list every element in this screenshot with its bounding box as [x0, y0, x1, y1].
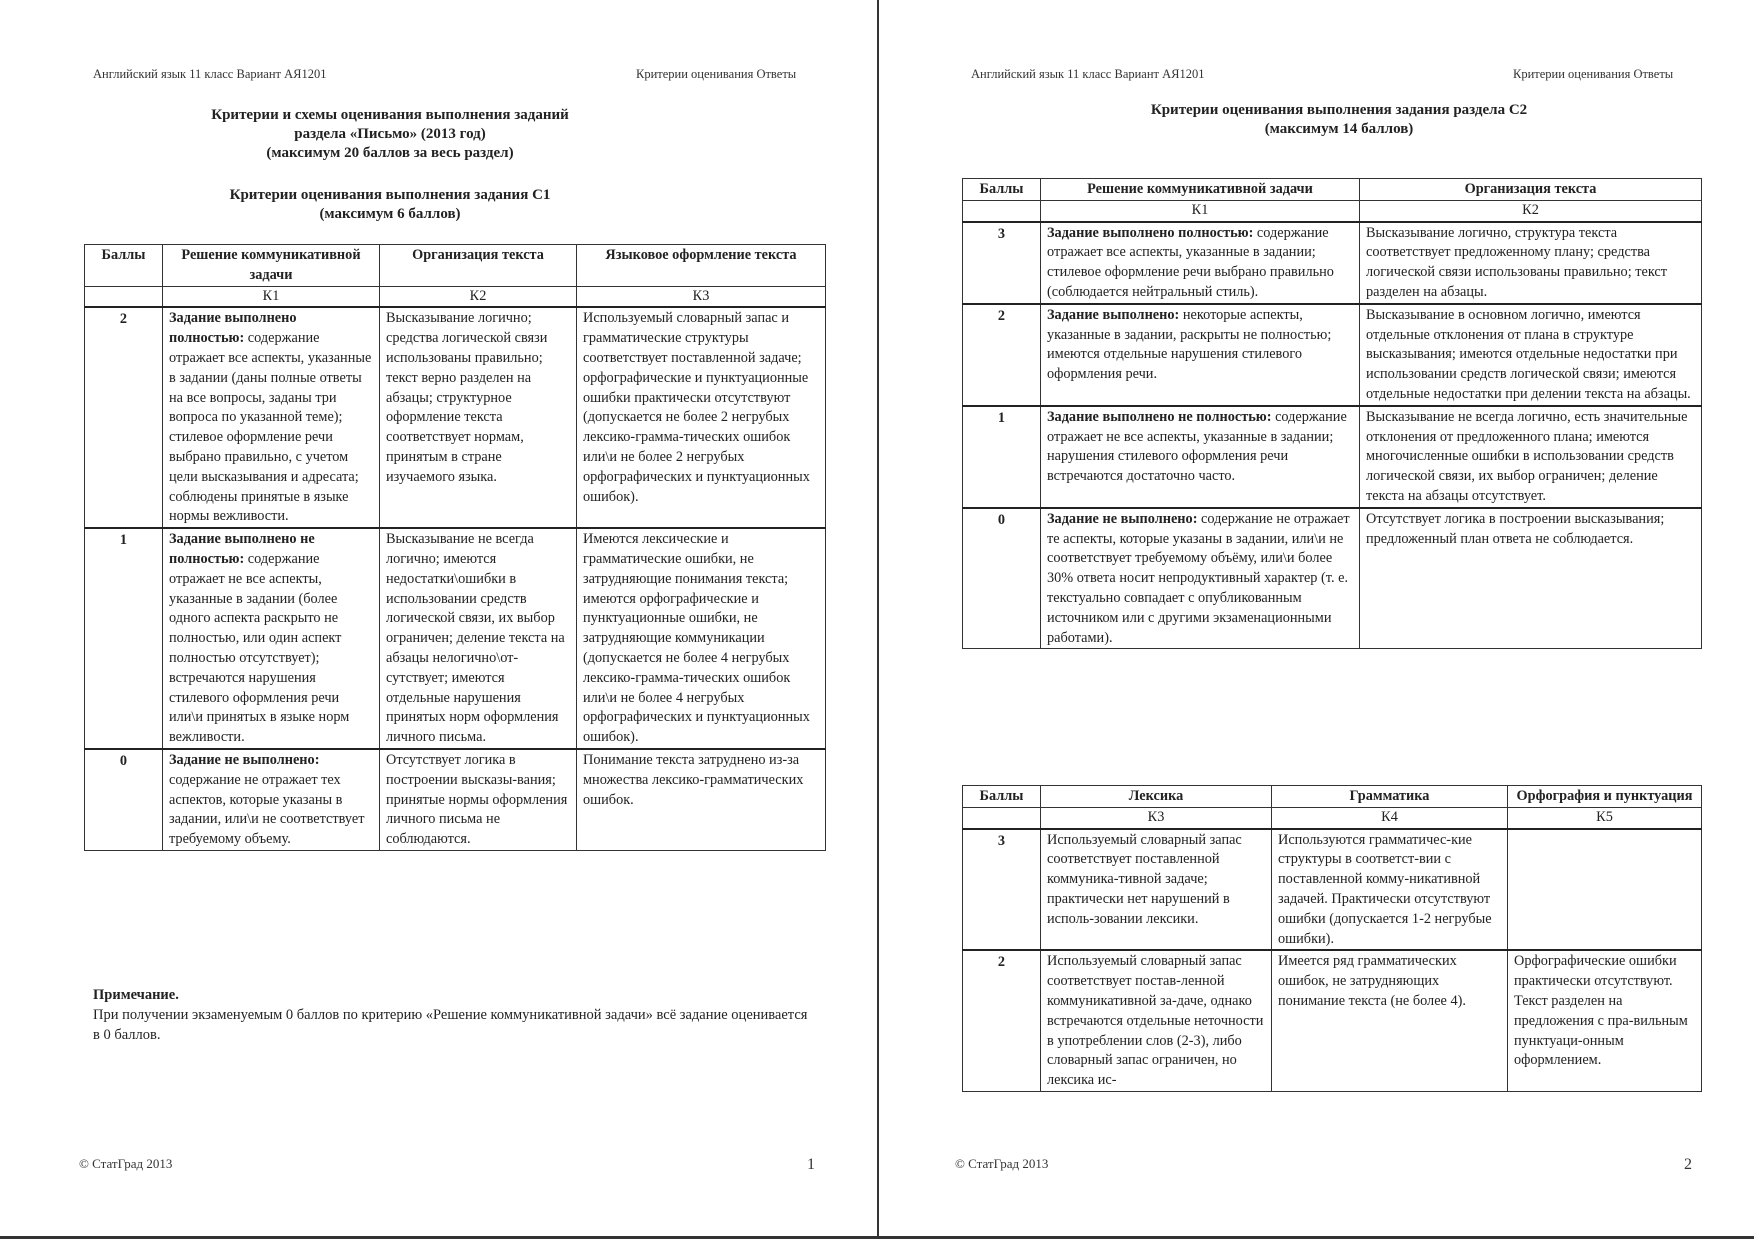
page-header-right: Критерии оценивания Ответы	[1513, 67, 1674, 81]
c1-criteria-table	[84, 244, 826, 851]
c2-criteria-table-1	[962, 178, 1702, 649]
k4-cell: Имеется ряд грамматических ошибок, не затрудняющих понимание текста (не более 4).	[1272, 950, 1508, 1091]
k2-cell: Отсутствует логика в построении высказы-вания; принятые нормы оформления личного письма не соблюдаются.	[380, 749, 577, 850]
col-header-k3: Языковое оформление текста	[577, 245, 826, 287]
k1-cell: Задание выполнено: некоторые аспекты, указанные в задании, раскрыты не полностью; имеются отдельные нарушения стилевого оформления речи.	[1041, 304, 1360, 406]
k2-cell: Высказывание не всегда логично; имеются недостатки\ошибки в использовании средств логической связи, их выбор ограничен; деление текста на абзацы нелогично\от-сутствует; имеются отдельные нарушения принятых норм оформления личного письма.	[380, 528, 577, 749]
score-cell: 1	[963, 406, 1041, 508]
col-header-k3: Лексика	[1041, 786, 1272, 808]
table-row	[85, 528, 826, 749]
k2-cell: Высказывание в основном логично, имеются отдельные отклонения от плана в структуре высказывания; имеются отдельные недостатки при использовании средств логической связи; имеются отдельные недостатки при делении текста на абзацы.	[1360, 304, 1702, 406]
k1-cell: Задание не выполнено: содержание не отражает те аспекты, которые указаны в задании, или\и не соответствует требуемому объёму, или\и более 30% ответа носит непродуктивный характер (т. е. текстуально совпадает с опубликованным источником или с другими экзаменационными работами).	[1041, 508, 1360, 649]
k3-cell: Понимание текста затруднено из-за множества лексико-грамматических ошибок.	[577, 749, 826, 850]
k2-cell: Высказывание логично; средства логической связи использованы правильно; текст верно разделен на абзацы; структурное оформление текста соответствует нормам, принятым в стране изучаемого языка.	[380, 307, 577, 528]
table-code-row	[963, 200, 1702, 221]
code-k3: К3	[577, 286, 826, 307]
score-cell: 3	[963, 829, 1041, 951]
score-cell: 3	[963, 222, 1041, 304]
k3-cell: Используемый словарный запас и грамматические структуры соответствует поставленной задаче; орфографические и пунктуационные ошибки практически отсутствуют (допускается не более 2 негрубых лексико-грамма-тических ошибок или\и не более 2 негрубых орфографических и пунктуационных ошибок).	[577, 307, 826, 528]
score-cell: 2	[963, 304, 1041, 406]
k3-cell: Используемый словарный запас соответствует поставленной коммуника-тивной задаче; практически нет нарушений в исполь-зовании лексики.	[1041, 829, 1272, 951]
table-header-row	[963, 179, 1702, 201]
score-cell: 0	[963, 508, 1041, 649]
k1-cell: Задание не выполнено: содержание не отражает тех аспектов, которые указаны в задании, или\и не соответствует требуемому объему.	[163, 749, 380, 850]
table-row	[85, 749, 826, 850]
sub-title: Критерии оценивания выполнения задания С1 (максимум 6 баллов)	[229, 187, 551, 222]
table-row	[963, 508, 1702, 649]
table-code-row	[85, 286, 826, 307]
k5-cell	[1508, 829, 1702, 951]
k2-cell: Высказывание логично, структура текста соответствует предложенному плану; средства логической связи использованы правильно; текст разделен на абзацы.	[1360, 222, 1702, 304]
score-cell: 2	[963, 950, 1041, 1091]
col-header-k1: Решение коммуникативной задачи	[1041, 179, 1360, 201]
code-k4: К4	[1272, 807, 1508, 828]
col-header-k1: Решение коммуникативной задачи	[163, 245, 380, 287]
page-header-left: Английский язык 11 класс Вариант АЯ1201	[971, 67, 1205, 81]
k3-cell: Имеются лексические и грамматические ошибки, не затрудняющие понимания текста; имеются орфографические и пунктуационные ошибки, не затрудняющие коммуникации (допускается не более 4 негрубых лексико-грамма-тических ошибок или\и не более 4 негрубых орфографических и пунктуационных ошибок).	[577, 528, 826, 749]
note-text: При получении экзаменуемым 0 баллов по критерию «Решение коммуникативной задачи» всё задание оценивается в 0 баллов.	[93, 1007, 808, 1043]
k1-cell: Задание выполнено полностью: содержание отражает все аспекты, указанные в задании; стилевое оформление речи выбрано правильно (соблюдается нейтральный стиль).	[1041, 222, 1360, 304]
table-header-row	[85, 245, 826, 287]
table-row	[963, 829, 1702, 951]
c2-criteria-table-2	[962, 785, 1702, 1092]
table-row	[963, 304, 1702, 406]
table-row	[963, 222, 1702, 304]
k4-cell: Используются грамматичес-кие структуры в соответст-вии с поставленной комму-никативной задачей. Практически отсутствуют ошибки (допускается 1-2 негрубые ошибки).	[1272, 829, 1508, 951]
table-header-row	[963, 786, 1702, 808]
col-header-k4: Грамматика	[1272, 786, 1508, 808]
page-header-right: Критерии оценивания Ответы	[636, 67, 797, 81]
k3-cell: Используемый словарный запас соответствует постав-ленной коммуникативной за-даче, однако встречаются отдельные неточности в употреблении слов (2-3), либо словарный запас ограничен, но лексика ис-	[1041, 950, 1272, 1091]
col-header-k2: Организация текста	[380, 245, 577, 287]
table-row	[963, 950, 1702, 1091]
page-number: 1	[807, 1156, 815, 1173]
k2-cell: Отсутствует логика в построении высказывания; предложенный план ответа не соблюдается.	[1360, 508, 1702, 649]
note	[93, 985, 813, 1045]
score-cell: 1	[85, 528, 163, 749]
code-k2: К2	[380, 286, 577, 307]
c2-title: Критерии оценивания выполнения задания раздела С2 (максимум 14 баллов)	[1150, 102, 1528, 137]
k2-cell: Высказывание не всегда логично, есть значительные отклонения от предложенного плана; имеются многочисленные ошибки в использовании средств логической связи, их выбор ограничен; деление текста на абзацы отсутствует.	[1360, 406, 1702, 508]
main-title: Критерии и схемы оценивания выполнения заданий раздела «Письмо» (2013 год) (максимум 20 баллов за весь раздел)	[211, 107, 569, 161]
table-row	[963, 406, 1702, 508]
code-k1: К1	[1041, 200, 1360, 221]
footer-copyright: © СтатГрад 2013	[955, 1156, 1049, 1171]
col-header-score: Баллы	[963, 786, 1041, 808]
k5-cell: Орфографические ошибки практически отсутствуют. Текст разделен на предложения с пра-вильным пунктуаци-онным оформлением.	[1508, 950, 1702, 1091]
k1-cell: Задание выполнено не полностью: содержание отражает не все аспекты, указанные в задании (более одного аспекта раскрыто не полностью, или один аспект полностью отсутствует); встречаются нарушения стилевого оформления речи или\и принятых в языке норм вежливости.	[163, 528, 380, 749]
code-k2: К2	[1360, 200, 1702, 221]
col-header-k2: Организация текста	[1360, 179, 1702, 201]
page-number: 2	[1684, 1156, 1692, 1173]
note-title: Примечание.	[93, 987, 179, 1003]
footer-copyright: © СтатГрад 2013	[79, 1156, 173, 1171]
score-cell: 0	[85, 749, 163, 850]
page-2	[877, 0, 1754, 1239]
k1-cell: Задание выполнено полностью: содержание отражает все аспекты, указанные в задании (даны полные ответы на все вопросы, заданы три вопроса по указанной теме); стилевое оформление речи выбрано правильно, с учетом цели высказывания и адресата; соблюдены принятые в языке нормы вежливости.	[163, 307, 380, 528]
table-code-row	[963, 807, 1702, 828]
page-header-left: Английский язык 11 класс Вариант АЯ1201	[93, 67, 327, 81]
table-row	[85, 307, 826, 528]
code-k5: К5	[1508, 807, 1702, 828]
code-k1: К1	[163, 286, 380, 307]
col-header-score: Баллы	[963, 179, 1041, 201]
col-header-k5: Орфография и пунктуация	[1508, 786, 1702, 808]
col-header-score: Баллы	[85, 245, 163, 287]
k1-cell: Задание выполнено не полностью: содержание отражает не все аспекты, указанные в задании; нарушения стилевого оформления речи встречаются достаточно часто.	[1041, 406, 1360, 508]
score-cell: 2	[85, 307, 163, 528]
code-k3: К3	[1041, 807, 1272, 828]
